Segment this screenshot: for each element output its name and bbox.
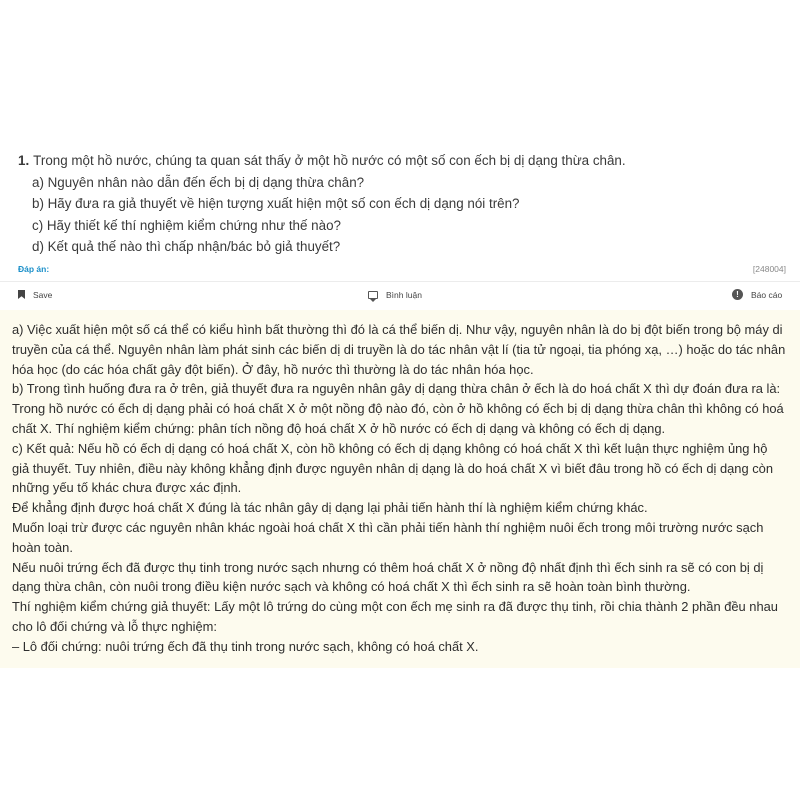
report-button[interactable] bbox=[732, 289, 782, 300]
solution-paragraph-a: a) Việc xuất hiện một số cá thể có kiểu hình bất thường thì đó là cá thể biến dị. Như vậy, nguyên nhân là do bị đột biến trong bộ máy di truyền của cá thể. Nguyên nhân làm phát sinh các biến dị di truyền là do tác nhân vật lí (tia tử ngoại, tia phóng xạ, …) hoặc do tác nhân hóa học (do các hóa chất gây đột biến). Ở đây, hồ nước thì thường là do tác nhân hóa học. bbox=[12, 322, 786, 377]
solution-paragraph-c: c) Kết quả: Nếu hồ có ếch dị dạng có hoá chất X, còn hồ không có ếch dị dạng không có hoá chất X thì kết luận thực nghiệm ủng hộ giả thuyết. Tuy nhiên, điều này không khẳng định được nguyên nhân dị dạng là do hoá chất X vì biết đâu trong hồ có ếch dị dạng còn những yếu tố khác chưa được xác định. bbox=[12, 440, 773, 496]
question-options bbox=[18, 172, 788, 258]
solution-paragraph-experiment: Thí nghiệm kiểm chứng giả thuyết: Lấy một lô trứng do cùng một con ếch mẹ sinh ra đã được thụ tinh, rồi chia thành 2 phần đều nhau cho lô đối chứng và lỗ thực nghiệm: bbox=[12, 599, 778, 634]
question-option-d: d) Kết quả thế nào thì chấp nhận/bác bỏ giả thuyết? bbox=[32, 239, 341, 254]
solution-paragraph-control: – Lô đối chứng: nuôi trứng ếch đã thụ tinh trong nước sạch, không có hoá chất X. bbox=[12, 638, 479, 654]
answer-label: Đáp án: bbox=[18, 264, 50, 274]
question-block bbox=[18, 150, 788, 258]
save-label: Save bbox=[33, 289, 53, 300]
comment-button[interactable] bbox=[368, 290, 422, 300]
comment-icon bbox=[368, 291, 378, 299]
alert-icon: ! bbox=[732, 289, 743, 300]
save-button[interactable] bbox=[18, 290, 52, 300]
solution-panel bbox=[0, 310, 800, 668]
question-option-c: c) Hãy thiết kế thí nghiệm kiểm chứng như thế nào? bbox=[32, 217, 341, 233]
question-option-b: b) Hãy đưa ra giả thuyết về hiện tượng xuất hiện một số con ếch dị dạng nói trên? bbox=[32, 196, 520, 211]
bookmark-icon bbox=[18, 290, 25, 299]
solution-paragraph-confirm: Để khẳng định được hoá chất X đúng là tác nhân gây dị dạng lại phải tiến hành thí là nghiệm kiểm chứng khác. bbox=[12, 500, 648, 516]
question-main bbox=[18, 150, 788, 172]
comment-label: Bình luận bbox=[386, 289, 422, 300]
question-option-a: a) Nguyên nhân nào dẫn đến ếch bị dị dạng thừa chân? bbox=[32, 174, 365, 190]
solution-paragraph-exclude: Muốn loại trừ được các nguyên nhân khác ngoài hoá chất X thì cần phải tiến hành thí nghiệm nuôi ếch trong môi trường nước sạch hoàn toàn. bbox=[12, 519, 764, 555]
answer-row bbox=[18, 264, 786, 274]
answer-id: [248004] bbox=[752, 264, 786, 274]
question-text: Trong một hồ nước, chúng ta quan sát thấy ở một hồ nước có một số con ếch bị dị dạng thừa chân. bbox=[33, 153, 626, 168]
question-number: 1. bbox=[18, 153, 30, 168]
solution-paragraph-result: Nếu nuôi trứng ếch đã được thụ tinh trong nước sạch nhưng có thêm hoá chất X ở nồng độ nhất định thì ếch sinh ra sẽ có con bị dị dạng thừa chân, còn nuôi trong điều kiện nước sạch và không có hoá chất X thì ếch sinh ra sẽ hoàn toàn bình thường. bbox=[12, 559, 764, 595]
action-toolbar bbox=[0, 281, 800, 307]
report-label: Báo cáo bbox=[751, 289, 783, 300]
solution-paragraph-b: b) Trong tình huống đưa ra ở trên, giả thuyết đưa ra nguyên nhân gây dị dạng thừa chân ở ếch là do hoá chất X thì dự đoán đưa ra là: Trong hồ nước có ếch dị dạng phải có hoá chất X ở một nồng độ nào đó, còn ở hồ không có ếch bị dị dạng thừa chân thì không có hoá chất X. Thí nghiệm kiểm chứng: phân tích nồng độ hoá chất X ở hồ nước có ếch dị dạng và không có ếch dị dạng. bbox=[12, 381, 784, 436]
